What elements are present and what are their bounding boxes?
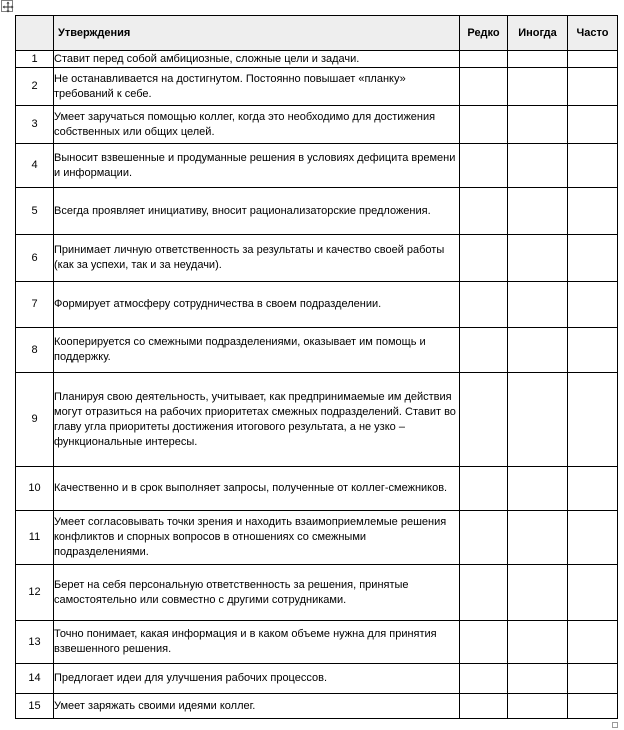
row-number: 8 [16, 328, 54, 373]
answer-sometimes-cell[interactable] [508, 144, 568, 188]
row-number: 12 [16, 565, 54, 621]
row-number: 6 [16, 235, 54, 282]
move-arrows-icon [2, 1, 14, 13]
table-row [16, 188, 618, 235]
row-number: 3 [16, 106, 54, 144]
answer-often-cell[interactable] [568, 68, 618, 106]
answer-sometimes-cell[interactable] [508, 282, 568, 328]
header-num [16, 16, 54, 51]
row-statement: Всегда проявляет инициативу, вносит рационализаторские предложения. [54, 188, 460, 235]
answer-rarely-cell[interactable] [460, 106, 508, 144]
answer-often-cell[interactable] [568, 328, 618, 373]
answer-sometimes-cell[interactable] [508, 328, 568, 373]
row-statement: Не останавливается на достигнутом. Постоянно повышает «планку» требований к себе. [54, 68, 460, 106]
table-row [16, 282, 618, 328]
row-statement: Принимает личную ответственность за результаты и качество своей работы (как за успехи, так и за неудачи). [54, 235, 460, 282]
table-resize-handle[interactable] [612, 722, 618, 728]
row-statement: Кооперируется со смежными подразделениями, оказывает им помощь и поддержку. [54, 328, 460, 373]
answer-rarely-cell[interactable] [460, 511, 508, 565]
table-row [16, 68, 618, 106]
answer-often-cell[interactable] [568, 106, 618, 144]
answer-often-cell[interactable] [568, 188, 618, 235]
table-row [16, 694, 618, 719]
table-row [16, 235, 618, 282]
row-number: 5 [16, 188, 54, 235]
answer-sometimes-cell[interactable] [508, 188, 568, 235]
row-number: 9 [16, 373, 54, 467]
answer-often-cell[interactable] [568, 467, 618, 511]
answer-often-cell[interactable] [568, 51, 618, 68]
row-statement: Выносит взвешенные и продуманные решения в условиях дефицита времени и информации. [54, 144, 460, 188]
answer-sometimes-cell[interactable] [508, 235, 568, 282]
answer-rarely-cell[interactable] [460, 621, 508, 664]
answer-sometimes-cell[interactable] [508, 621, 568, 664]
row-number: 4 [16, 144, 54, 188]
table-move-handle[interactable] [1, 0, 13, 12]
row-statement: Предлогает идеи для улучшения рабочих процессов. [54, 664, 460, 694]
answer-rarely-cell[interactable] [460, 144, 508, 188]
table-row [16, 467, 618, 511]
answer-rarely-cell[interactable] [460, 694, 508, 719]
table-row [16, 621, 618, 664]
answer-sometimes-cell[interactable] [508, 68, 568, 106]
row-number: 11 [16, 511, 54, 565]
row-number: 13 [16, 621, 54, 664]
questionnaire-table [15, 15, 618, 719]
answer-rarely-cell[interactable] [460, 328, 508, 373]
answer-often-cell[interactable] [568, 373, 618, 467]
table-row [16, 373, 618, 467]
table-row [16, 106, 618, 144]
row-number: 10 [16, 467, 54, 511]
answer-sometimes-cell[interactable] [508, 467, 568, 511]
answer-often-cell[interactable] [568, 694, 618, 719]
answer-rarely-cell[interactable] [460, 282, 508, 328]
row-statement: Ставит перед собой амбициозные, сложные цели и задачи. [54, 51, 460, 68]
row-statement: Планируя свою деятельность, учитывает, как предпринимаемые им действия могут отразиться на рабочих приоритетах смежных подразделений. Ставит во главу угла приоритеты достижения итогового результата, а не узко – функциональные интересы. [54, 373, 460, 467]
answer-often-cell[interactable] [568, 664, 618, 694]
answer-often-cell[interactable] [568, 144, 618, 188]
answer-rarely-cell[interactable] [460, 565, 508, 621]
answer-sometimes-cell[interactable] [508, 373, 568, 467]
row-statement: Берет на себя персональную ответственность за решения, принятые самостоятельно или совместно с другими сотрудниками. [54, 565, 460, 621]
answer-sometimes-cell[interactable] [508, 511, 568, 565]
row-number: 7 [16, 282, 54, 328]
answer-often-cell[interactable] [568, 565, 618, 621]
row-number: 1 [16, 51, 54, 68]
answer-sometimes-cell[interactable] [508, 106, 568, 144]
answer-rarely-cell[interactable] [460, 188, 508, 235]
answer-sometimes-cell[interactable] [508, 664, 568, 694]
answer-rarely-cell[interactable] [460, 51, 508, 68]
answer-often-cell[interactable] [568, 621, 618, 664]
table-row [16, 511, 618, 565]
row-number: 14 [16, 664, 54, 694]
row-statement: Точно понимает, какая информация и в каком объеме нужна для принятия взвешенного решения. [54, 621, 460, 664]
answer-often-cell[interactable] [568, 282, 618, 328]
answer-sometimes-cell[interactable] [508, 565, 568, 621]
row-statement: Умеет заручаться помощью коллег, когда это необходимо для достижения собственных или общих целей. [54, 106, 460, 144]
row-number: 15 [16, 694, 54, 719]
table-row [16, 144, 618, 188]
answer-sometimes-cell[interactable] [508, 51, 568, 68]
answer-rarely-cell[interactable] [460, 373, 508, 467]
row-statement: Умеет заряжать своими идеями коллег. [54, 694, 460, 719]
table-row [16, 51, 618, 68]
header-rarely: Редко [460, 16, 508, 51]
table-row [16, 664, 618, 694]
header-statement: Утверждения [54, 16, 460, 51]
answer-often-cell[interactable] [568, 511, 618, 565]
answer-rarely-cell[interactable] [460, 235, 508, 282]
answer-often-cell[interactable] [568, 235, 618, 282]
header-row [16, 16, 618, 51]
table-row [16, 565, 618, 621]
header-often: Часто [568, 16, 618, 51]
answer-rarely-cell[interactable] [460, 664, 508, 694]
row-statement: Умеет согласовывать точки зрения и находить взаимоприемлемые решения конфликтов и спорных вопросов в отношениях со смежными подразделениями. [54, 511, 460, 565]
row-statement: Качественно и в срок выполняет запросы, полученные от коллег-смежников. [54, 467, 460, 511]
answer-rarely-cell[interactable] [460, 68, 508, 106]
answer-rarely-cell[interactable] [460, 467, 508, 511]
row-statement: Формирует атмосферу сотрудничества в своем подразделении. [54, 282, 460, 328]
answer-sometimes-cell[interactable] [508, 694, 568, 719]
table-row [16, 328, 618, 373]
row-number: 2 [16, 68, 54, 106]
header-sometimes: Иногда [508, 16, 568, 51]
